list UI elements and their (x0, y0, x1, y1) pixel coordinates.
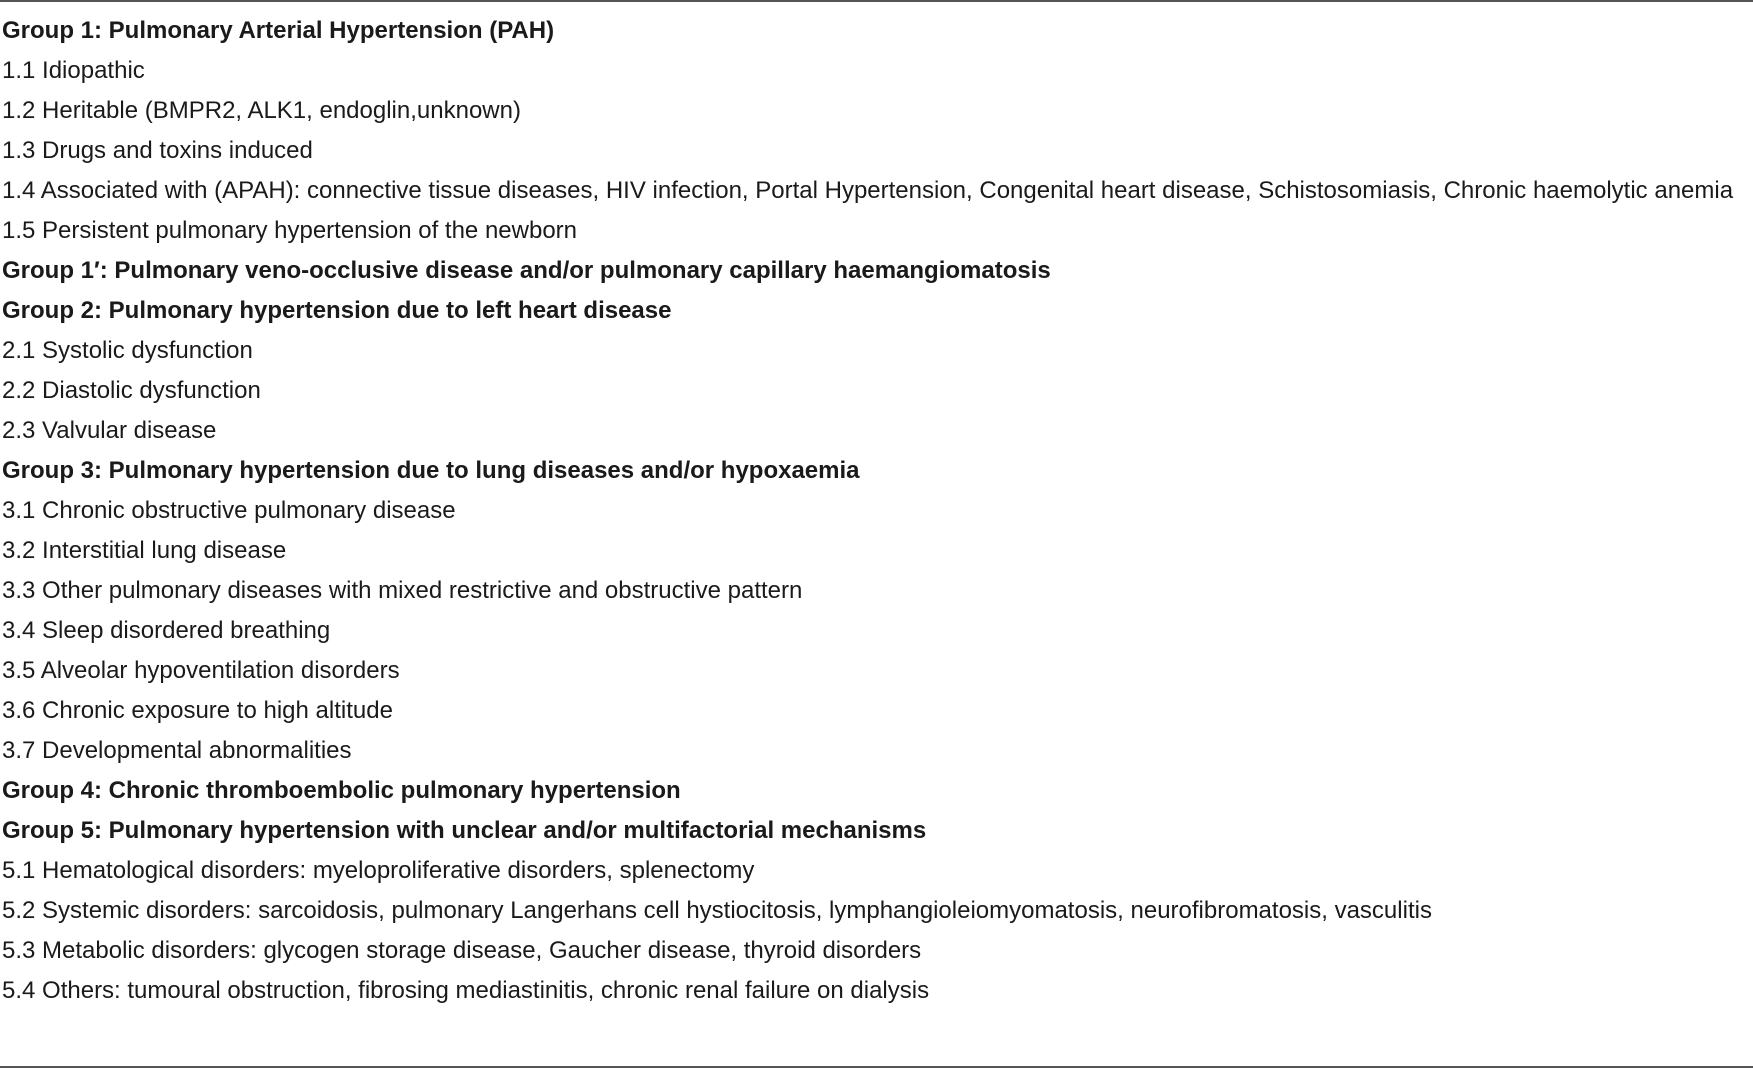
table-row-3-1: 3.1 Chronic obstructive pulmonary disease (2, 497, 456, 524)
table-bottom-rule (0, 1066, 1753, 1068)
table-row-5-2: 5.2 Systemic disorders: sarcoidosis, pulmonary Langerhans cell hystiocitosis, lymphangioleiomyomatosis, neurofibromatosis, vasculitis (2, 897, 1432, 924)
table-row-1-3: 1.3 Drugs and toxins induced (2, 137, 313, 164)
table-row-2-1: 2.1 Systolic dysfunction (2, 337, 253, 364)
table-row-group-2: Group 2: Pulmonary hypertension due to left heart disease (2, 297, 672, 324)
table-row-1-1: 1.1 Idiopathic (2, 57, 145, 84)
table-row-2-2: 2.2 Diastolic dysfunction (2, 377, 261, 404)
table-row-5-3: 5.3 Metabolic disorders: glycogen storage disease, Gaucher disease, thyroid disorders (2, 937, 922, 964)
table-row-group-1: Group 1: Pulmonary Arterial Hypertension (PAH) (2, 17, 555, 44)
table-row-3-3: 3.3 Other pulmonary diseases with mixed restrictive and obstructive pattern (2, 577, 803, 604)
table-row-5-4: 5.4 Others: tumoural obstruction, fibrosing mediastinitis, chronic renal failure on dialysis (2, 977, 930, 1004)
table-row-1-5: 1.5 Persistent pulmonary hypertension of the newborn (2, 217, 578, 244)
table-row-group-1-prime: Group 1′: Pulmonary veno-occlusive disease and/or pulmonary capillary haemangiomatosis (2, 257, 1051, 284)
table-row-group-3: Group 3: Pulmonary hypertension due to lung diseases and/or hypoxaemia (2, 457, 860, 484)
table-row-1-4: 1.4 Associated with (APAH): connective tissue diseases, HIV infection, Portal Hypertension, Congenital heart disease, Schistosomiasis, Chronic haemolytic anemia (2, 177, 1734, 204)
classification-table (2, 11, 1747, 1011)
table-row-3-6: 3.6 Chronic exposure to high altitude (2, 697, 393, 724)
table-row-1-2: 1.2 Heritable (BMPR2, ALK1, endoglin,unknown) (2, 97, 521, 124)
table-row-3-4: 3.4 Sleep disordered breathing (2, 617, 331, 644)
table-row-2-3: 2.3 Valvular disease (2, 417, 217, 444)
table-top-rule (0, 0, 1753, 2)
table-row-group-4: Group 4: Chronic thromboembolic pulmonary hypertension (2, 777, 681, 804)
table-row-3-5: 3.5 Alveolar hypoventilation disorders (2, 657, 400, 684)
table-row-3-7: 3.7 Developmental abnormalities (2, 737, 352, 764)
table-row-group-5: Group 5: Pulmonary hypertension with unclear and/or multifactorial mechanisms (2, 817, 927, 844)
table-row-5-1: 5.1 Hematological disorders: myeloproliferative disorders, splenectomy (2, 857, 755, 884)
table-row-3-2: 3.2 Interstitial lung disease (2, 537, 287, 564)
